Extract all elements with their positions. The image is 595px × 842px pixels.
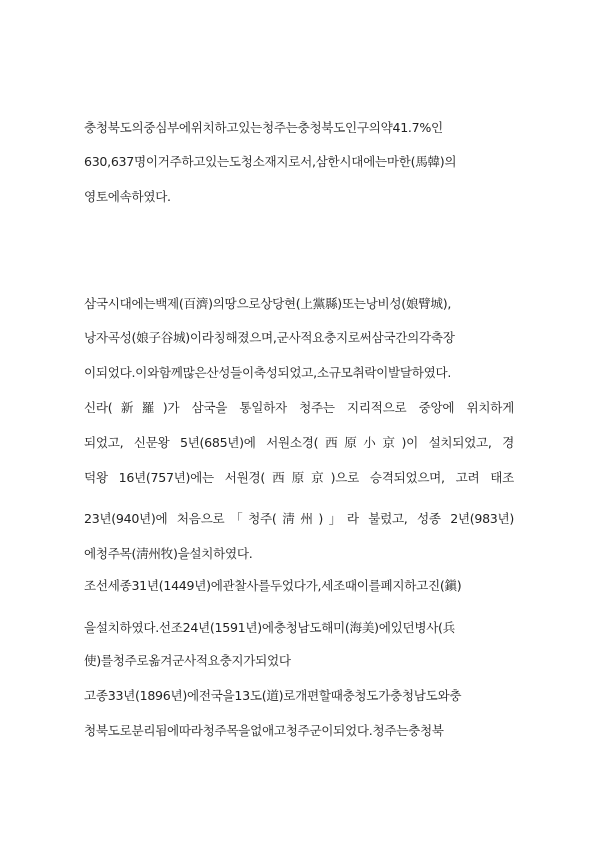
paragraph-1-line-1: 충청북도의중심부에위치하고있는청주는충청북도인구의약41.7%인 bbox=[84, 120, 443, 135]
paragraph-3-line-5: 에청주목(淸州牧)을설치하였다. bbox=[84, 546, 253, 561]
paragraph-4-line-3: 使)를청주로옮겨군사적요충지가되었다 bbox=[84, 653, 291, 668]
paragraph-5-line-1: 고종33년(1896년)에전국을13도(道)로개편할때충청도가충청남도와충 bbox=[84, 688, 462, 703]
paragraph-3-line-3: 덕왕 16년(757년)에는 서원경(西原京)으로 승격되었으며, 고려 태조 bbox=[84, 470, 514, 485]
paragraph-1-line-3: 영토에속하였다. bbox=[84, 189, 171, 204]
paragraph-1-line-2: 630,637명이거주하고있는도청소재지로서,삼한시대에는마한(馬韓)의 bbox=[84, 154, 457, 169]
paragraph-2-line-3: 이되었다.이와함께많은산성들이축성되었고,소규모취락이발달하였다. bbox=[84, 365, 452, 380]
paragraph-2-line-1: 삼국시대에는백제(百濟)의땅으로상당현(上黨縣)또는낭비성(娘臂城), bbox=[84, 296, 452, 311]
paragraph-3-line-2: 되었고, 신문왕 5년(685년)에 서원소경(西原小京)이 설치되었고, 경 bbox=[84, 435, 514, 450]
paragraph-3-line-1: 신라(新羅)가 삼국을 통일하자 청주는 지리적으로 중앙에 위치하게 bbox=[84, 400, 514, 415]
paragraph-4-line-2: 을설치하였다.선조24년(1591년)에충청남도해미(海美)에있던병사(兵 bbox=[84, 620, 455, 635]
paragraph-5-line-2: 청북도로분리됨에따라청주목을없애고청주군이되었다.청주는충청북 bbox=[84, 723, 444, 738]
paragraph-2-line-2: 낭자곡성(娘子谷城)이라칭해졌으며,군사적요충지로써삼국간의각축장 bbox=[84, 330, 455, 345]
paragraph-4-line-1: 조선세종31년(1449년)에관찰사를두었다가,세조때이를폐지하고진(鎭) bbox=[84, 578, 462, 593]
paragraph-3-line-4: 23년(940년)에 처음으로「청주(淸州)」라 불렀고, 성종 2년(983년) bbox=[84, 511, 514, 526]
